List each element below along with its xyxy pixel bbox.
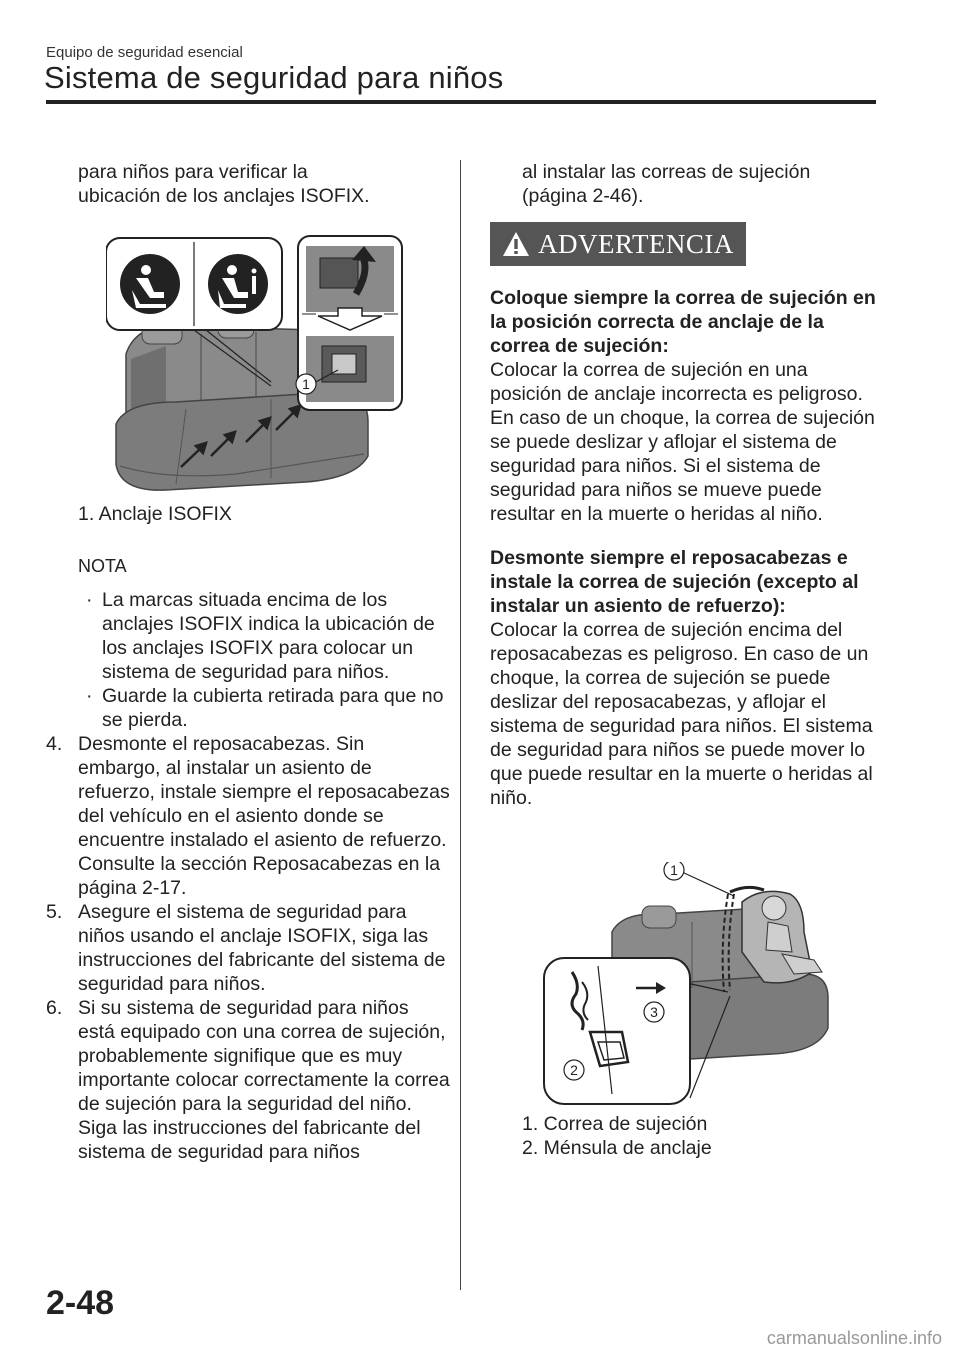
- left-column: [46, 160, 450, 1164]
- watermark-text: carmanualsonline.info: [766, 1328, 942, 1348]
- figure-caption: 1. Anclaje ISOFIX: [78, 503, 232, 525]
- step-item: 4. Desmonte el reposacabezas. Sin embargo, al instalar un asiento de refuerzo, instale siempre el reposacabezas del vehículo en el asiento donde se encuentre instalado el asiento de refuerzo. Consulte la sección Reposacabezas en la página 2-17.: [46, 733, 450, 899]
- right-column: [490, 160, 880, 1160]
- section-label: Equipo de seguridad esencial: [46, 44, 243, 61]
- figure-caption: 2. Ménsula de anclaje: [522, 1137, 712, 1159]
- nota-title: NOTA: [78, 556, 127, 576]
- figure-caption: 1. Correa de sujeción: [522, 1113, 708, 1135]
- callout-3: 3: [650, 1004, 658, 1020]
- isofix-figure: [106, 234, 406, 496]
- tether-figure: [542, 862, 832, 1108]
- isofix-illustration: [106, 234, 406, 496]
- warning-text: Colocar la correa de sujeción en una posición de anclaje incorrecta es peligroso. En caso de un choque, la correa de sujeción se puede deslizar y aflojar el sistema de seguridad para niños. Si el sistema de seguridad para niños se mueve puede resultar en la muerte o heridas al niño.: [490, 359, 875, 525]
- continued-line: (página 2-46).: [522, 185, 644, 207]
- intro-line: para niños para verificar la: [78, 161, 308, 183]
- page-title: Sistema de seguridad para niños: [44, 60, 504, 95]
- continued-line: al instalar las correas de sujeción: [522, 161, 811, 183]
- warning-heading: Coloque siempre la correa de sujeción en la posición correcta de anclaje de la correa de sujeción:: [490, 287, 876, 357]
- callout-1: 1: [302, 376, 310, 392]
- warning-heading: Desmonte siempre el reposacabezas e instale la correa de sujeción (excepto al instalar un asiento de refuerzo):: [490, 547, 859, 617]
- callout-2: 2: [570, 1062, 578, 1078]
- warning-label: ADVERTENCIA: [538, 229, 734, 259]
- header-rule: [46, 100, 876, 104]
- nota-bullet: · La marcas situada encima de los anclajes ISOFIX indica la ubicación de los anclajes ISOFIX para colocar un sistema de seguridad para niños.: [86, 589, 435, 683]
- step-item: 5. Asegure el sistema de seguridad para niños usando el anclaje ISOFIX, siga las instrucciones del fabricante del sistema de seguridad para niños.: [46, 901, 446, 995]
- nota-bullet: · Guarde la cubierta retirada para que no se pierda.: [86, 685, 444, 731]
- warning-triangle-icon: [502, 231, 530, 257]
- step-item: 6. Si su sistema de seguridad para niños está equipado con una correa de sujeción, probablemente signifique que es muy importante colocar correctamente la correa de sujeción para la seguridad del niño. Siga las instrucciones del fabricante del sistema de seguridad para niños: [46, 997, 450, 1163]
- tether-illustration: [542, 862, 832, 1108]
- intro-line: ubicación de los anclajes ISOFIX.: [78, 185, 370, 207]
- page-number: 2-48: [46, 1284, 115, 1322]
- column-divider: [460, 160, 461, 1290]
- callout-1: 1: [670, 862, 678, 878]
- warning-text: Colocar la correa de sujeción encima del reposacabezas es peligroso. En caso de un choque, la correa de sujeción se puede deslizar del reposacabezas, y aflojar el sistema de seguridad para niños. El sistema de seguridad para niños se puede mover lo que puede resultar en la muerte o heridas al niño.: [490, 619, 873, 809]
- warning-banner: [490, 222, 746, 266]
